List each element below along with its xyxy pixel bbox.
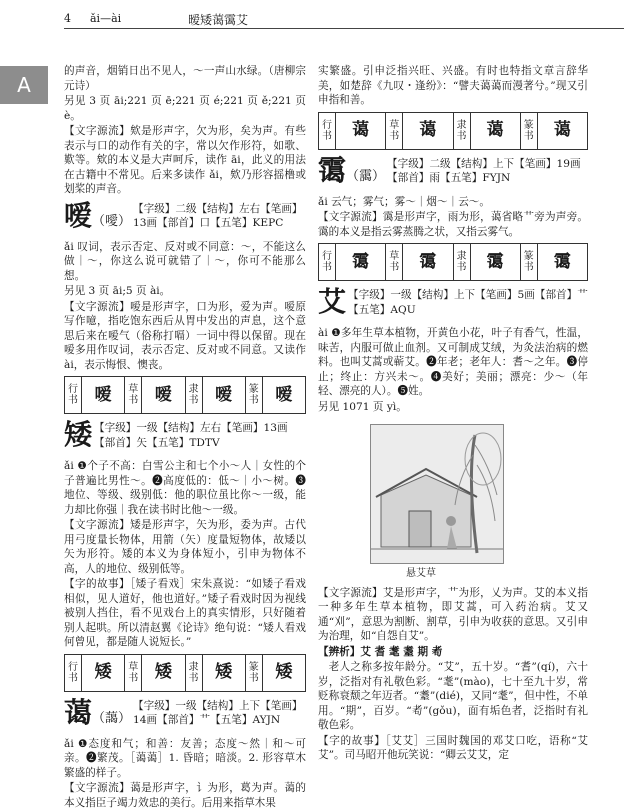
headword-char: 蔼（藹）	[64, 695, 132, 729]
left-column	[64, 64, 306, 811]
see-also: 另见 1071 页 yì。	[318, 400, 407, 413]
origin-paragraph: 【文字源流】嗳是形声字，口为形，爱为声。嗳原写作噫，指吃饱东西后从胃中发出的声息，这个意思后来在嗳气（俗称打嗝）一词中得以保留。现在嗳多用作叹词，表示否定、反对或不同意。又读作 ài，表示悔恨、懊丧。	[64, 300, 306, 371]
script-label: 篆书	[520, 112, 537, 149]
headword-char: 嗳（噯）	[64, 198, 132, 232]
script-label: 行书	[319, 244, 336, 281]
definition: ǎi ❶态度和气；和善：友善；态度～然｜和～可亲。❷繁茂。［蔼蔼］1. 昏暗；暗淡。2. 形容草木繁盛的样子。	[64, 737, 306, 779]
headword-entry	[318, 285, 588, 325]
calligraphy-glyph: 嗳	[82, 377, 125, 414]
traditional-form: （靄）	[346, 168, 386, 184]
page-number: 4	[64, 12, 71, 25]
headword-info: 【字级】一级【结构】上下【笔画】14画【部首】艹【五笔】AYJN	[133, 699, 303, 726]
calligraphy-glyph: 蔼	[470, 112, 520, 149]
origin-paragraph: 【文字源流】艾是形声字，艹为形，乂为声。艾的本义指一种多年生草本植物，即艾蒿，可入药治病。艾又通“刈”，意思为割断、割草，引申为收获的意思。又引申为治理，如“自怨自艾”。	[318, 586, 588, 642]
headword-entry	[64, 199, 306, 239]
calligraphy-table	[318, 243, 588, 281]
calligraphy-glyph: 霭	[537, 244, 587, 281]
headword-info: 【字级】二级【结构】左右【笔画】13画【部首】口【五笔】KEPC	[133, 202, 303, 229]
headword-char: 艾	[318, 285, 347, 318]
definition: ǎi 叹词，表示否定、反对或不同意：～，不能这么做｜～，你这么说可就错了｜～，你可不能那么想。	[64, 240, 306, 282]
script-label: 篆书	[245, 377, 262, 414]
script-label: 篆书	[245, 654, 262, 691]
origin-paragraph: 【文字源流】欸是形声字，欠为形，矣为声。有些表示与口的动作有关的字，常以欠作形符，如歌、歎等。欸的本义是大声呵斥，读作 āi，此义的用法在古籍中不常见。后来多读作 ǎi，欸乃形容摇橹或划桨的声音。	[64, 125, 306, 195]
definition: ǎi ❶个子不高：白雪公主和七个小～人｜女性的个子普遍比男性～。❷高度低的：低～｜小～树。❸地位、等级、级别低：他的职位虽比你～一级，能力却比你强｜我在读书时比他～一级。	[64, 460, 306, 516]
see-also: 另见 3 页 āi;5 页 ài。	[64, 285, 171, 297]
calligraphy-table	[64, 376, 306, 414]
right-column	[318, 64, 588, 764]
calligraphy-glyph: 矮	[82, 654, 125, 691]
see-also: 另见 3 页 āi;221 页 ē;221 页 é;221 页 ě;221 页 è。	[64, 95, 306, 122]
illustration-drawing	[371, 425, 503, 563]
script-label: 草书	[125, 654, 142, 691]
headword-char: 矮	[64, 418, 93, 451]
headword-entry	[318, 154, 588, 194]
calligraphy-glyph: 嗳	[262, 377, 305, 414]
script-label: 行书	[319, 112, 336, 149]
calligraphy-glyph: 蔼	[403, 112, 453, 149]
script-label: 行书	[65, 654, 82, 691]
definition: ǎi 云气；雾气；雾～｜烟～｜云～。	[318, 195, 490, 208]
entry-text: 实繁盛。引申泛指兴旺、兴盛。有时也特指文章言辞华美，如楚辞《九叹・逢纷》：“譬夫蔼蔼而漫著兮。”现又引申指和善。	[318, 65, 588, 106]
illustration-caption: 悬艾草	[406, 568, 436, 579]
calligraphy-glyph: 嗳	[202, 377, 245, 414]
script-label: 隶书	[185, 377, 202, 414]
calligraphy-table	[64, 654, 306, 692]
traditional-form: （噯）	[92, 213, 132, 229]
story-paragraph: 【字的故事】［矮子看戏］宋朱熹说：“如矮子看戏相似，见人道好，他也道好。”矮子看戏时因为视线被别人挡住，看不见戏台上的真实情形，只好随着别人起哄。所以清赵翼《论诗》绝句说：“矮人看戏何曾见，都是随人说短长。”	[64, 578, 306, 648]
headword-info: 【字级】一级【结构】上下【笔画】5画【部首】艹【五笔】AQU	[348, 289, 588, 316]
story-paragraph: 【字的故事】［艾艾］三国时魏国的邓艾口吃，语称“艾艾”。司马昭开他玩笑说：“卿云艾艾，定	[318, 734, 588, 761]
section-tab[interactable]: A	[0, 66, 48, 104]
headword-char: 霭（靄）	[318, 153, 386, 187]
calligraphy-glyph: 霭	[403, 244, 453, 281]
calligraphy-glyph: 蔼	[537, 112, 587, 149]
page-header	[64, 8, 624, 30]
calligraphy-glyph: 嗳	[142, 377, 185, 414]
script-label: 隶书	[453, 244, 470, 281]
script-label: 隶书	[185, 654, 202, 691]
calligraphy-glyph: 矮	[142, 654, 185, 691]
illustration-image	[370, 424, 504, 564]
calligraphy-glyph: 矮	[202, 654, 245, 691]
script-label: 行书	[65, 377, 82, 414]
headword-info: 【字级】一级【结构】左右【笔画】13画【部首】矢【五笔】TDTV	[94, 422, 288, 449]
traditional-form: （藹）	[92, 710, 132, 726]
script-label: 草书	[125, 377, 142, 414]
definition: ài ❶多年生草本植物，开黄色小花，叶子有香气，性温，味苦，内服可做止血剂。又可制成艾绒，为灸法治病的燃料。也叫艾蒿或蕲艾。❷年老；老年人：耆～之年。❸停止；终止：方兴未～。❹美好；美丽；漂亮：少～（年轻、漂亮的人）。❺姓。	[318, 327, 588, 397]
calligraphy-table	[318, 112, 588, 150]
entry-text: 的声音，烟销日出不见人，～一声山水绿。（唐柳宗元诗）	[64, 65, 306, 92]
pinyin-range: ǎi—ài	[90, 12, 122, 25]
calligraphy-glyph: 霭	[336, 244, 386, 281]
discrimination-title: 【辨析】艾 耆 耄 耋 期 耇	[318, 645, 443, 658]
discrimination-body: 老人之称多按年龄分。“艾”，五十岁。“耆”(qí)，六十岁，泛指对有礼敬色彩。“耄”(mào)，七十至九十岁，常贬称衰颓之年迈者。“耋”(dié)，又同“耄”，但中性，不单用。“期”，百岁。“耇”(gǒu)，面有垢色者，泛指时有礼敬色彩。	[318, 661, 588, 731]
script-label: 草书	[386, 244, 403, 281]
headword-entry	[64, 696, 306, 736]
origin-paragraph: 【文字源流】蔼是形声字，讠为形，葛为声。蔼的本义指臣子竭力效忠的美行。后用来指草木果	[64, 782, 306, 809]
script-label: 篆书	[520, 244, 537, 281]
headword-entry	[64, 418, 306, 458]
headword-info: 【字级】二级【结构】上下【笔画】19画【部首】雨【五笔】FYJN	[387, 157, 581, 184]
script-label: 草书	[386, 112, 403, 149]
origin-paragraph: 【文字源流】矮是形声字，矢为形，委为声。古代用弓度量长物体，用箭（矢）度量短物体，故矮以矢为形符。矮的本义为身体短小，引申为物体不高，人的地位、级别低等。	[64, 519, 306, 575]
origin-paragraph: 【文字源流】霭是形声字，雨为形，蔼省略艹旁为声旁。霭的本义是指云雾蒸腾之状，又指云雾气。	[318, 211, 588, 238]
calligraphy-glyph: 蔼	[336, 112, 386, 149]
calligraphy-glyph: 矮	[262, 654, 305, 691]
calligraphy-glyph: 霭	[470, 244, 520, 281]
header-title: 暧矮蔼霭艾	[188, 13, 249, 27]
script-label: 隶书	[453, 112, 470, 149]
header-rule	[64, 28, 624, 29]
